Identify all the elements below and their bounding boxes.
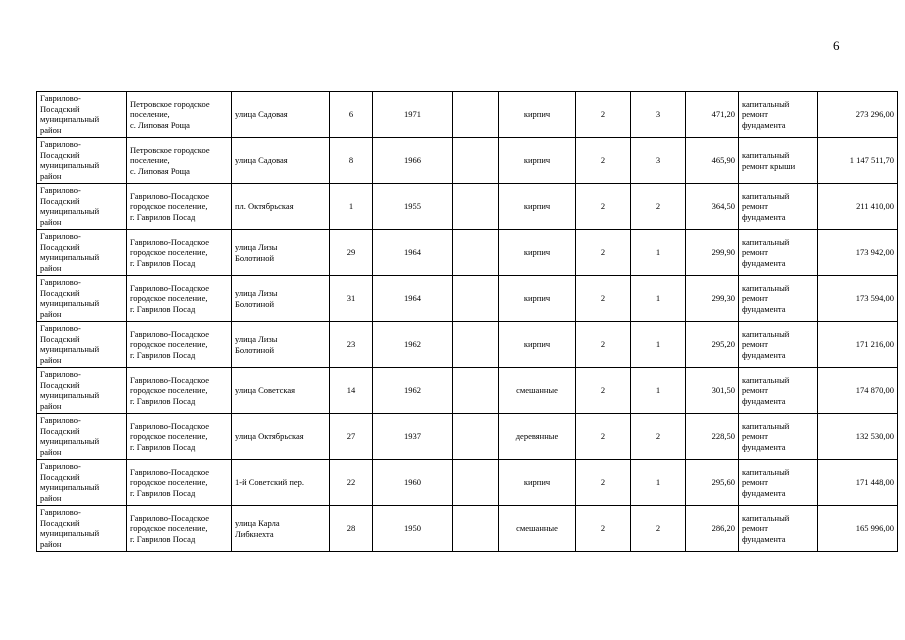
cell-work-type-text: капитальный ремонт фундамента <box>742 190 790 222</box>
cell-house-number-text: 31 <box>346 293 356 304</box>
cell-wall-material-text: кирпич <box>523 247 551 258</box>
cell-street-text: улица Советская <box>235 385 296 396</box>
table-body <box>37 92 898 552</box>
cell-empty <box>453 138 499 184</box>
cell-house-number <box>330 92 373 138</box>
cell-street <box>232 322 330 368</box>
cell-wall-material-text: кирпич <box>523 477 551 488</box>
cell-settlement <box>127 506 232 552</box>
cell-cost-text: 165 996,00 <box>855 523 894 534</box>
cell-year <box>373 414 453 460</box>
cell-street-text: улица Садовая <box>235 155 288 166</box>
cell-house-number-text: 1 <box>348 201 354 212</box>
cell-work-type-text: капитальный ремонт фундамента <box>742 282 790 314</box>
cell-settlement-text: Петровское городское поселение, с. Липовая Роща <box>130 144 210 176</box>
cell-work-type <box>739 460 818 506</box>
cell-district <box>37 184 127 230</box>
cell-wall-material <box>499 184 576 230</box>
cell-work-type-text: капитальный ремонт фундамента <box>742 374 790 406</box>
cell-floors-text: 2 <box>600 155 606 166</box>
cell-settlement <box>127 414 232 460</box>
cell-year <box>373 506 453 552</box>
cell-floors-text: 2 <box>600 431 606 442</box>
table-row <box>37 322 898 368</box>
cell-district-text: Гаврилово- Посадский муниципальный район <box>40 415 100 457</box>
cell-area <box>686 322 739 368</box>
cell-work-type <box>739 230 818 276</box>
cell-floors <box>576 276 631 322</box>
cell-cost-text: 171 448,00 <box>855 477 894 488</box>
cell-empty <box>453 322 499 368</box>
cell-district-text: Гаврилово- Посадский муниципальный район <box>40 461 100 503</box>
cell-district <box>37 460 127 506</box>
cell-district <box>37 138 127 184</box>
cell-cost-text: 211 410,00 <box>856 201 894 212</box>
cell-floors <box>576 184 631 230</box>
cell-year-text: 1964 <box>404 293 421 304</box>
cell-street <box>232 460 330 506</box>
cell-year <box>373 322 453 368</box>
cell-district <box>37 506 127 552</box>
cell-work-type <box>739 368 818 414</box>
cell-house-number-text: 23 <box>346 339 356 350</box>
cell-area-text: 228,50 <box>711 431 735 442</box>
cell-street-text: улица Лизы Болотиной <box>235 334 278 355</box>
cell-settlement <box>127 322 232 368</box>
cell-wall-material <box>499 92 576 138</box>
cell-cost <box>818 230 898 276</box>
cell-area-text: 465,90 <box>711 155 735 166</box>
cell-house-number <box>330 322 373 368</box>
table-row <box>37 184 898 230</box>
cell-floors <box>576 460 631 506</box>
cell-settlement <box>127 138 232 184</box>
cell-floors-text: 2 <box>600 109 606 120</box>
cell-entrances-text: 3 <box>655 155 661 166</box>
cell-settlement-text: Гаврилово-Посадское городское поселение, г. Гаврилов Посад <box>130 466 209 498</box>
cell-street <box>232 138 330 184</box>
cell-entrances-text: 2 <box>655 431 661 442</box>
cell-year-text: 1950 <box>404 523 421 534</box>
cell-cost <box>818 414 898 460</box>
cell-area-text: 295,60 <box>711 477 735 488</box>
cell-settlement-text: Гаврилово-Посадское городское поселение, г. Гаврилов Посад <box>130 282 209 314</box>
cell-settlement-text: Гаврилово-Посадское городское поселение, г. Гаврилов Посад <box>130 328 209 360</box>
cell-district-text: Гаврилово- Посадский муниципальный район <box>40 323 100 365</box>
cell-house-number-text: 14 <box>346 385 356 396</box>
cell-house-number <box>330 138 373 184</box>
cell-district-text: Гаврилово- Посадский муниципальный район <box>40 139 100 181</box>
cell-wall-material <box>499 276 576 322</box>
cell-street <box>232 276 330 322</box>
cell-cost-text: 174 870,00 <box>855 385 894 396</box>
cell-area-text: 295,20 <box>711 339 735 350</box>
cell-street <box>232 506 330 552</box>
cell-district <box>37 414 127 460</box>
cell-area-text: 301,50 <box>711 385 735 396</box>
cell-street-text: улица Октябрьская <box>235 431 304 442</box>
cell-settlement <box>127 276 232 322</box>
cell-floors <box>576 230 631 276</box>
cell-work-type-text: капитальный ремонт фундамента <box>742 98 790 130</box>
cell-work-type <box>739 184 818 230</box>
cell-empty <box>453 276 499 322</box>
cell-wall-material-text: кирпич <box>523 155 551 166</box>
cell-year <box>373 138 453 184</box>
cell-entrances-text: 2 <box>655 523 661 534</box>
cell-year <box>373 276 453 322</box>
cell-entrances <box>631 322 686 368</box>
cell-house-number-text: 29 <box>346 247 356 258</box>
cell-empty <box>453 460 499 506</box>
cell-year-text: 1937 <box>404 431 421 442</box>
table-row <box>37 460 898 506</box>
cell-street <box>232 414 330 460</box>
cell-area <box>686 230 739 276</box>
table-row <box>37 92 898 138</box>
cell-district-text: Гаврилово- Посадский муниципальный район <box>40 277 100 319</box>
cell-entrances-text: 1 <box>655 293 661 304</box>
cell-settlement-text: Гаврилово-Посадское городское поселение, г. Гаврилов Посад <box>130 190 209 222</box>
cell-work-type <box>739 506 818 552</box>
cell-street-text: улица Лизы Болотиной <box>235 288 278 309</box>
cell-work-type-text: капитальный ремонт крыши <box>742 150 796 171</box>
cell-entrances <box>631 184 686 230</box>
cell-area <box>686 184 739 230</box>
cell-street <box>232 368 330 414</box>
cell-entrances-text: 1 <box>655 247 661 258</box>
cell-cost-text: 173 942,00 <box>855 247 894 258</box>
cell-wall-material <box>499 368 576 414</box>
cell-floors-text: 2 <box>600 477 606 488</box>
cell-street-text: улица Карла Либкнехта <box>235 518 280 539</box>
cell-work-type-text: капитальный ремонт фундамента <box>742 466 790 498</box>
cell-street-text: 1-й Советский пер. <box>235 477 305 488</box>
cell-settlement <box>127 184 232 230</box>
cell-entrances <box>631 460 686 506</box>
cell-cost-text: 171 216,00 <box>855 339 894 350</box>
cell-area-text: 364,50 <box>711 201 735 212</box>
cell-area <box>686 506 739 552</box>
cell-work-type <box>739 138 818 184</box>
table-row <box>37 506 898 552</box>
cell-area <box>686 138 739 184</box>
repair-registry-table <box>36 91 898 552</box>
cell-cost-text: 273 296,00 <box>855 109 894 120</box>
cell-year <box>373 92 453 138</box>
table-row <box>37 230 898 276</box>
table-row <box>37 368 898 414</box>
cell-entrances <box>631 138 686 184</box>
cell-floors-text: 2 <box>600 247 606 258</box>
cell-floors-text: 2 <box>600 339 606 350</box>
cell-entrances <box>631 368 686 414</box>
cell-cost-text: 132 530,00 <box>855 431 894 442</box>
cell-district <box>37 92 127 138</box>
cell-entrances <box>631 92 686 138</box>
cell-area <box>686 92 739 138</box>
cell-work-type <box>739 276 818 322</box>
cell-settlement-text: Гаврилово-Посадское городское поселение, г. Гаврилов Посад <box>130 420 209 452</box>
cell-floors <box>576 506 631 552</box>
cell-wall-material <box>499 138 576 184</box>
cell-cost <box>818 92 898 138</box>
cell-empty <box>453 414 499 460</box>
cell-year-text: 1964 <box>404 247 421 258</box>
cell-district <box>37 368 127 414</box>
cell-wall-material-text: кирпич <box>523 109 551 120</box>
cell-street-text: пл. Октябрьская <box>235 201 294 212</box>
cell-street-text: улица Лизы Болотиной <box>235 242 278 263</box>
cell-house-number <box>330 230 373 276</box>
cell-settlement <box>127 92 232 138</box>
cell-house-number-text: 28 <box>346 523 356 534</box>
cell-empty <box>453 368 499 414</box>
cell-entrances <box>631 414 686 460</box>
cell-cost <box>818 322 898 368</box>
cell-settlement <box>127 460 232 506</box>
cell-area <box>686 414 739 460</box>
cell-wall-material <box>499 230 576 276</box>
cell-house-number-text: 6 <box>348 109 354 120</box>
cell-year <box>373 230 453 276</box>
cell-entrances <box>631 230 686 276</box>
cell-wall-material-text: смешанные <box>516 385 558 396</box>
cell-year-text: 1960 <box>404 477 421 488</box>
cell-entrances-text: 1 <box>655 385 661 396</box>
cell-entrances <box>631 506 686 552</box>
cell-house-number <box>330 276 373 322</box>
cell-wall-material <box>499 414 576 460</box>
cell-district <box>37 276 127 322</box>
cell-cost <box>818 368 898 414</box>
cell-year-text: 1962 <box>404 339 421 350</box>
cell-floors-text: 2 <box>600 523 606 534</box>
table-row <box>37 414 898 460</box>
cell-area-text: 299,30 <box>711 293 735 304</box>
cell-work-type <box>739 414 818 460</box>
cell-district-text: Гаврилово- Посадский муниципальный район <box>40 231 100 273</box>
cell-floors-text: 2 <box>600 293 606 304</box>
cell-entrances-text: 1 <box>655 339 661 350</box>
cell-district-text: Гаврилово- Посадский муниципальный район <box>40 507 100 549</box>
cell-house-number <box>330 460 373 506</box>
cell-wall-material-text: кирпич <box>523 293 551 304</box>
cell-floors <box>576 92 631 138</box>
cell-area <box>686 276 739 322</box>
cell-entrances <box>631 276 686 322</box>
cell-house-number <box>330 506 373 552</box>
cell-settlement <box>127 368 232 414</box>
cell-empty <box>453 230 499 276</box>
cell-entrances-text: 3 <box>655 109 661 120</box>
cell-district-text: Гаврилово- Посадский муниципальный район <box>40 369 100 411</box>
cell-wall-material-text: деревянные <box>515 431 559 442</box>
cell-house-number-text: 22 <box>346 477 356 488</box>
cell-floors <box>576 368 631 414</box>
cell-house-number-text: 27 <box>346 431 356 442</box>
cell-area-text: 471,20 <box>711 109 735 120</box>
cell-floors-text: 2 <box>600 385 606 396</box>
cell-work-type-text: капитальный ремонт фундамента <box>742 236 790 268</box>
cell-settlement-text: Петровское городское поселение, с. Липовая Роща <box>130 98 210 130</box>
cell-house-number <box>330 368 373 414</box>
cell-area <box>686 368 739 414</box>
cell-entrances-text: 1 <box>655 477 661 488</box>
cell-cost-text: 1 147 511,70 <box>849 155 894 166</box>
table-row <box>37 276 898 322</box>
cell-settlement-text: Гаврилово-Посадское городское поселение, г. Гаврилов Посад <box>130 512 209 544</box>
cell-wall-material <box>499 322 576 368</box>
cell-work-type-text: капитальный ремонт фундамента <box>742 512 790 544</box>
cell-year-text: 1955 <box>404 201 421 212</box>
cell-wall-material-text: смешанные <box>516 523 558 534</box>
cell-work-type <box>739 322 818 368</box>
cell-street <box>232 92 330 138</box>
cell-wall-material <box>499 460 576 506</box>
cell-district-text: Гаврилово- Посадский муниципальный район <box>40 185 100 227</box>
cell-empty <box>453 184 499 230</box>
cell-wall-material-text: кирпич <box>523 339 551 350</box>
cell-settlement <box>127 230 232 276</box>
cell-house-number <box>330 184 373 230</box>
cell-settlement-text: Гаврилово-Посадское городское поселение, г. Гаврилов Посад <box>130 374 209 406</box>
cell-empty <box>453 92 499 138</box>
cell-street <box>232 184 330 230</box>
cell-work-type <box>739 92 818 138</box>
cell-wall-material <box>499 506 576 552</box>
cell-floors-text: 2 <box>600 201 606 212</box>
cell-year-text: 1971 <box>404 109 421 120</box>
table-row <box>37 138 898 184</box>
cell-floors <box>576 322 631 368</box>
cell-floors <box>576 414 631 460</box>
cell-year-text: 1962 <box>404 385 421 396</box>
cell-floors <box>576 138 631 184</box>
cell-cost-text: 173 594,00 <box>855 293 894 304</box>
cell-work-type-text: капитальный ремонт фундамента <box>742 420 790 452</box>
cell-empty <box>453 506 499 552</box>
cell-year <box>373 184 453 230</box>
cell-street-text: улица Садовая <box>235 109 288 120</box>
cell-settlement-text: Гаврилово-Посадское городское поселение, г. Гаврилов Посад <box>130 236 209 268</box>
cell-cost <box>818 506 898 552</box>
cell-wall-material-text: кирпич <box>523 201 551 212</box>
cell-district-text: Гаврилово- Посадский муниципальный район <box>40 93 100 135</box>
page-number: 6 <box>833 38 840 53</box>
cell-area-text: 299,90 <box>711 247 735 258</box>
cell-year <box>373 460 453 506</box>
cell-house-number-text: 8 <box>348 155 354 166</box>
cell-year <box>373 368 453 414</box>
cell-cost <box>818 276 898 322</box>
cell-cost <box>818 138 898 184</box>
cell-cost <box>818 184 898 230</box>
cell-street <box>232 230 330 276</box>
cell-year-text: 1966 <box>404 155 421 166</box>
cell-district <box>37 230 127 276</box>
cell-work-type-text: капитальный ремонт фундамента <box>742 328 790 360</box>
cell-cost <box>818 460 898 506</box>
cell-district <box>37 322 127 368</box>
cell-area <box>686 460 739 506</box>
cell-area-text: 286,20 <box>711 523 735 534</box>
cell-house-number <box>330 414 373 460</box>
cell-entrances-text: 2 <box>655 201 661 212</box>
